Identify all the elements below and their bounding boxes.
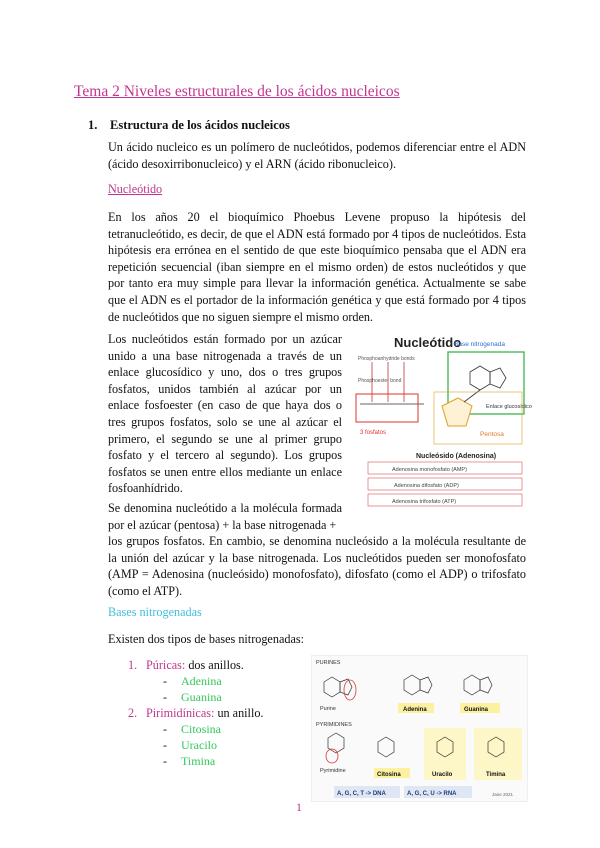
fig-base-label: Base nitrogenada <box>454 341 505 348</box>
list-desc: dos anillos. <box>185 658 244 672</box>
pentose-ring <box>442 398 472 426</box>
fig-nucleoside-label: Nucleósido (Adenosina) <box>416 453 497 460</box>
list-label: Púricas: <box>146 658 186 672</box>
cytosine-ring <box>378 737 394 757</box>
bases-intro: Existen dos tipos de bases nitrogenadas: <box>108 632 304 646</box>
list-desc: un anillo. <box>214 706 264 720</box>
list-subitem: - Guanina <box>163 690 222 704</box>
guanine-label: Guanina <box>464 707 489 713</box>
list-subitem: - Timina <box>163 754 216 768</box>
nucleotide-figure <box>354 332 532 512</box>
pyrimidine-highlight <box>326 749 338 763</box>
section-label: Estructura de los ácidos nucleicos <box>110 118 290 132</box>
page-title: Tema 2 Niveles estructurales de los ácidos nucleicos <box>74 83 400 100</box>
purine-ring <box>324 677 340 697</box>
phosphoanhydride-label: Phosphoanhydride bonds <box>358 356 415 362</box>
pyrimidine-ring <box>328 733 344 753</box>
nucleotido-heading: Nucleótido <box>108 182 163 196</box>
list-subitem: - Uracilo <box>163 738 217 752</box>
uracil-label: Uracilo <box>432 772 453 778</box>
fig-pentose-label: Pentosa <box>480 431 504 438</box>
guanine-ring-5 <box>480 677 492 693</box>
base-name: Adenina <box>181 674 222 688</box>
page-number: 1 <box>296 800 302 814</box>
section-heading <box>88 118 290 133</box>
nucleotide-diagram <box>354 332 532 512</box>
section-number: 1. <box>88 118 98 132</box>
fig-title: Nucleótido <box>394 335 462 350</box>
pyrimidines-label: PYRIMIDINES <box>316 722 352 728</box>
dna-code: A, G, C, T -> DNA <box>337 791 386 797</box>
list-label: Pirimidínicas: <box>146 706 215 720</box>
cytosine-label: Citosina <box>377 772 401 778</box>
purine-ring-5 <box>490 368 506 388</box>
base-name: Guanina <box>181 690 222 704</box>
fig-phosphates-label: 3 fosfatos <box>360 430 387 436</box>
purine-ring-5 <box>340 679 352 695</box>
adenine-ring <box>404 675 420 695</box>
fig-atp-label: Adenosina trifosfato (ATP) <box>392 499 457 505</box>
list-subitem: - Citosina <box>163 722 222 736</box>
list-number: 1. <box>128 658 138 672</box>
intro-paragraph: Un ácido nucleico es un polímero de nucleótidos, podemos diferenciar entre el ADN (ácido desoxirribonucleico) y el ARN (ácido ribonucleico). <box>108 140 526 171</box>
fig-glycosidic-label: Enlace glucosídico <box>486 404 532 410</box>
list-number: 2. <box>128 706 138 720</box>
adenine-ring-5 <box>420 677 432 693</box>
base-name: Timina <box>181 754 216 768</box>
phosphoester-label: Phosphoester bond <box>358 378 402 384</box>
rna-code: A, G, C, U -> RNA <box>407 791 457 797</box>
denomina-paragraph-b: los grupos fosfatos. En cambio, se denomina nucleósido a la molécula resultante de la unión del azúcar y la base nitrogenada. Los nucleótidos pueden ser monofosfato (AMP = Adenosina (nucleósido) monofosfato), difosfato (como el ADP) o trifosfato (como el ATP). <box>108 534 526 598</box>
bases-diagram <box>312 656 527 801</box>
adenine-label: Adenina <box>403 707 427 713</box>
base-name: Citosina <box>181 722 222 736</box>
base-name: Uracilo <box>181 738 217 752</box>
denomina-paragraph-a: Se denomina nucleótido a la molécula formada por el azúcar (pentosa) + la base nitrogenada + <box>108 501 342 532</box>
purine-label: Purine <box>320 706 336 712</box>
fig-amp-label: Adenosina monofosfato (AMP) <box>392 467 467 473</box>
list-item <box>128 658 244 673</box>
list-subitem: - Adenina <box>163 674 222 688</box>
figure-credit: Jane 2021 <box>492 792 514 797</box>
fig-adp-label: Adenosina difosfato (ADP) <box>394 483 459 489</box>
list-item <box>128 706 263 721</box>
phosphates-box <box>356 394 418 422</box>
purines-label: PURINES <box>316 660 341 666</box>
bases-figure <box>311 655 528 802</box>
thymine-label: Timina <box>486 772 506 778</box>
guanine-ring <box>464 675 480 695</box>
structure-paragraph: Los nucleótidos están formado por un azúcar unido a una base nitrogenada a través de un enlace glucosídico y uno, dos o tres grupos fosfatos, unidos también al azúcar por un enlace fosfoester (en caso de que haya dos o tres grupos fosfatos, solo se une al azúcar el primero, el segundo se une al primer grupo fosfato y el tercero al segundo). Los grupos fosfatos se unen entre ellos mediante un enlace fosfoanhídrido. <box>108 332 342 496</box>
pyrimidine-label: Pyrimidine <box>320 768 346 774</box>
purine-ring-6 <box>470 366 490 390</box>
levene-paragraph: En los años 20 el bioquímico Phoebus Levene propuso la hipótesis del tetranucleótido, es decir, de que el ADN está formado por 4 tipos de nucleótidos. Esta hipótesis era errónea en el sentido de que este bioquímico pensaba que el ADN era repetición secuencial (iban siempre en el mismo orden) de estos nucleótidos y que por tanto era muy simple para llevar la información genética. Actualmente se sabe que el ADN es el portador de la información genética y que está formado por 4 tipos de nucleótidos que no siguen siempre el mismo orden. <box>108 210 526 324</box>
bases-heading: Bases nitrogenadas <box>108 605 202 619</box>
